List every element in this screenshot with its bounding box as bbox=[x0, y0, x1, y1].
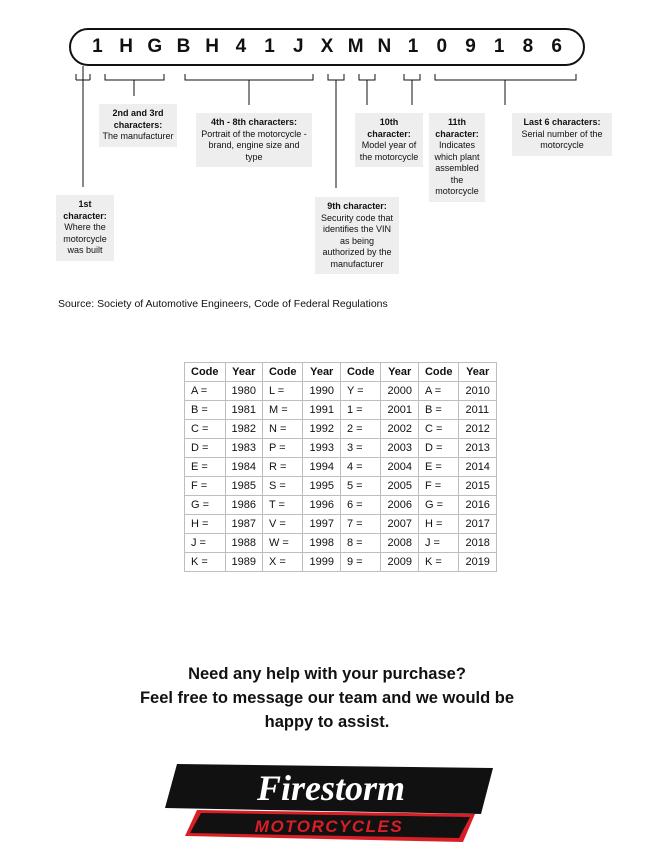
code-cell: E = bbox=[418, 458, 459, 477]
callout-body: Portrait of the motorcycle - brand, engine size and type bbox=[201, 128, 307, 162]
code-cell: S = bbox=[262, 477, 303, 496]
code-cell: E = bbox=[185, 458, 226, 477]
year-cell: 2009 bbox=[381, 553, 418, 572]
code-cell: L = bbox=[262, 382, 303, 401]
year-cell: 2015 bbox=[459, 477, 496, 496]
vin-char: J bbox=[292, 36, 304, 57]
help-line-2: Feel free to message our team and we would be bbox=[139, 689, 515, 707]
column-header: Code bbox=[340, 363, 381, 382]
callout-fourth-eighth-characters bbox=[196, 113, 312, 167]
callout-body: Security code that identifies the VIN as being authorized by the manufacturer bbox=[320, 212, 394, 269]
code-cell: C = bbox=[185, 420, 226, 439]
table-row bbox=[185, 458, 497, 477]
year-cell: 1993 bbox=[303, 439, 340, 458]
callout-title: 9th character: bbox=[327, 201, 387, 211]
table-row bbox=[185, 420, 497, 439]
vin-char: 9 bbox=[465, 36, 476, 57]
vin-char: G bbox=[147, 36, 163, 57]
code-cell: A = bbox=[185, 382, 226, 401]
year-cell: 1996 bbox=[303, 496, 340, 515]
code-cell: J = bbox=[185, 534, 226, 553]
vin-char: N bbox=[377, 36, 392, 57]
help-line-3: happy to assist. bbox=[264, 713, 390, 731]
code-cell: K = bbox=[418, 553, 459, 572]
callout-title: 1st character: bbox=[63, 199, 107, 221]
vin-char: 1 bbox=[92, 36, 103, 57]
vin-char: M bbox=[347, 36, 364, 57]
table-row bbox=[185, 439, 497, 458]
column-header: Year bbox=[303, 363, 340, 382]
code-cell: N = bbox=[262, 420, 303, 439]
column-header: Code bbox=[185, 363, 226, 382]
callout-second-third-characters bbox=[99, 104, 177, 147]
logo-graphic bbox=[163, 762, 493, 844]
vin-char: H bbox=[119, 36, 133, 57]
code-cell: F = bbox=[418, 477, 459, 496]
column-header: Code bbox=[418, 363, 459, 382]
callout-body: Model year of the motorcycle bbox=[359, 140, 419, 162]
year-cell: 2016 bbox=[459, 496, 496, 515]
code-cell: 3 = bbox=[340, 439, 381, 458]
help-line-1: Need any help with your purchase? bbox=[188, 665, 466, 683]
year-cell: 1983 bbox=[225, 439, 262, 458]
callout-body: Serial number of the motorcycle bbox=[521, 128, 603, 150]
code-cell: G = bbox=[185, 496, 226, 515]
year-cell: 1994 bbox=[303, 458, 340, 477]
table-row bbox=[185, 496, 497, 515]
code-cell: 1 = bbox=[340, 401, 381, 420]
column-header: Year bbox=[381, 363, 418, 382]
vin-char: 4 bbox=[235, 36, 247, 57]
callout-title: 10th character: bbox=[367, 117, 411, 139]
code-cell: C = bbox=[418, 420, 459, 439]
table-row bbox=[185, 534, 497, 553]
year-cell: 1982 bbox=[225, 420, 262, 439]
year-cell: 1985 bbox=[225, 477, 262, 496]
code-cell: F = bbox=[185, 477, 226, 496]
code-cell: V = bbox=[262, 515, 303, 534]
code-cell: D = bbox=[185, 439, 226, 458]
code-cell: X = bbox=[262, 553, 303, 572]
code-cell: Y = bbox=[340, 382, 381, 401]
column-header: Year bbox=[459, 363, 496, 382]
table-header-row bbox=[185, 363, 497, 382]
callout-tenth-character bbox=[355, 113, 423, 167]
callout-body: Where the motorcycle was built bbox=[63, 222, 107, 255]
year-cell: 2003 bbox=[381, 439, 418, 458]
table-row bbox=[185, 382, 497, 401]
callout-body: Indicates which plant assembled the motorcycle bbox=[434, 140, 480, 196]
callout-ninth-character bbox=[315, 197, 399, 274]
year-cell: 2008 bbox=[381, 534, 418, 553]
callout-title: Last 6 characters: bbox=[523, 117, 601, 127]
table-row bbox=[185, 477, 497, 496]
year-cell: 2004 bbox=[381, 458, 418, 477]
code-cell: B = bbox=[185, 401, 226, 420]
callout-body: The manufacturer bbox=[102, 131, 174, 141]
table-row bbox=[185, 515, 497, 534]
vin-char: X bbox=[320, 36, 334, 57]
year-cell: 1988 bbox=[225, 534, 262, 553]
vin-char: 1 bbox=[264, 36, 275, 57]
year-cell: 1987 bbox=[225, 515, 262, 534]
year-cell: 2006 bbox=[381, 496, 418, 515]
callout-title: 4th - 8th characters: bbox=[210, 117, 298, 127]
code-cell: 2 = bbox=[340, 420, 381, 439]
column-header: Code bbox=[262, 363, 303, 382]
year-cell: 1990 bbox=[303, 382, 340, 401]
year-cell: 1980 bbox=[225, 382, 262, 401]
vin-char: 6 bbox=[551, 36, 562, 57]
code-cell: 7 = bbox=[340, 515, 381, 534]
code-cell: J = bbox=[418, 534, 459, 553]
table-row bbox=[185, 401, 497, 420]
year-cell: 1991 bbox=[303, 401, 340, 420]
year-cell: 1998 bbox=[303, 534, 340, 553]
year-cell: 2005 bbox=[381, 477, 418, 496]
code-cell: H = bbox=[185, 515, 226, 534]
vin-diagram bbox=[0, 0, 654, 310]
code-cell: T = bbox=[262, 496, 303, 515]
column-header: Year bbox=[225, 363, 262, 382]
year-cell: 1999 bbox=[303, 553, 340, 572]
callout-title: 11th character: bbox=[435, 117, 479, 139]
code-cell: H = bbox=[418, 515, 459, 534]
year-cell: 2012 bbox=[459, 420, 496, 439]
year-cell: 2018 bbox=[459, 534, 496, 553]
code-cell: W = bbox=[262, 534, 303, 553]
logo-brand-text: Firestorm bbox=[256, 768, 406, 808]
year-cell: 2014 bbox=[459, 458, 496, 477]
vin-char: 8 bbox=[522, 36, 534, 57]
year-cell: 2007 bbox=[381, 515, 418, 534]
year-cell: 1986 bbox=[225, 496, 262, 515]
model-year-code-table bbox=[184, 362, 497, 572]
year-cell: 2017 bbox=[459, 515, 496, 534]
firestorm-motorcycles-logo bbox=[163, 762, 493, 844]
year-cell: 2011 bbox=[459, 401, 496, 420]
code-cell: A = bbox=[418, 382, 459, 401]
year-cell: 2000 bbox=[381, 382, 418, 401]
vin-character-row bbox=[69, 28, 585, 66]
year-cell: 1995 bbox=[303, 477, 340, 496]
callout-first-character bbox=[56, 195, 114, 261]
year-cell: 2013 bbox=[459, 439, 496, 458]
callout-eleventh-character bbox=[429, 113, 485, 202]
code-cell: 6 = bbox=[340, 496, 381, 515]
vin-char: 0 bbox=[436, 36, 448, 57]
vin-char: H bbox=[205, 36, 220, 57]
vin-char: 1 bbox=[493, 36, 505, 57]
code-cell: G = bbox=[418, 496, 459, 515]
year-cell: 1984 bbox=[225, 458, 262, 477]
year-cell: 2019 bbox=[459, 553, 496, 572]
year-cell: 2010 bbox=[459, 382, 496, 401]
year-cell: 1992 bbox=[303, 420, 340, 439]
help-message bbox=[0, 662, 654, 734]
callout-last-six-characters bbox=[512, 113, 612, 156]
code-cell: R = bbox=[262, 458, 303, 477]
code-cell: 9 = bbox=[340, 553, 381, 572]
code-cell: 8 = bbox=[340, 534, 381, 553]
code-cell: D = bbox=[418, 439, 459, 458]
code-cell: K = bbox=[185, 553, 226, 572]
code-cell: P = bbox=[262, 439, 303, 458]
year-cell: 1981 bbox=[225, 401, 262, 420]
source-note: Source: Society of Automotive Engineers, Code of Federal Regulations bbox=[58, 298, 388, 310]
year-cell: 1989 bbox=[225, 553, 262, 572]
code-cell: M = bbox=[262, 401, 303, 420]
year-cell: 2001 bbox=[381, 401, 418, 420]
year-cell: 1997 bbox=[303, 515, 340, 534]
year-cell: 2002 bbox=[381, 420, 418, 439]
code-cell: 5 = bbox=[340, 477, 381, 496]
logo-subtitle-text: MOTORCYCLES bbox=[254, 817, 404, 836]
callout-title: 2nd and 3rd characters: bbox=[112, 108, 164, 130]
vin-char: 1 bbox=[407, 36, 419, 57]
vin-char: B bbox=[176, 36, 191, 57]
code-cell: B = bbox=[418, 401, 459, 420]
table-row bbox=[185, 553, 497, 572]
code-cell: 4 = bbox=[340, 458, 381, 477]
